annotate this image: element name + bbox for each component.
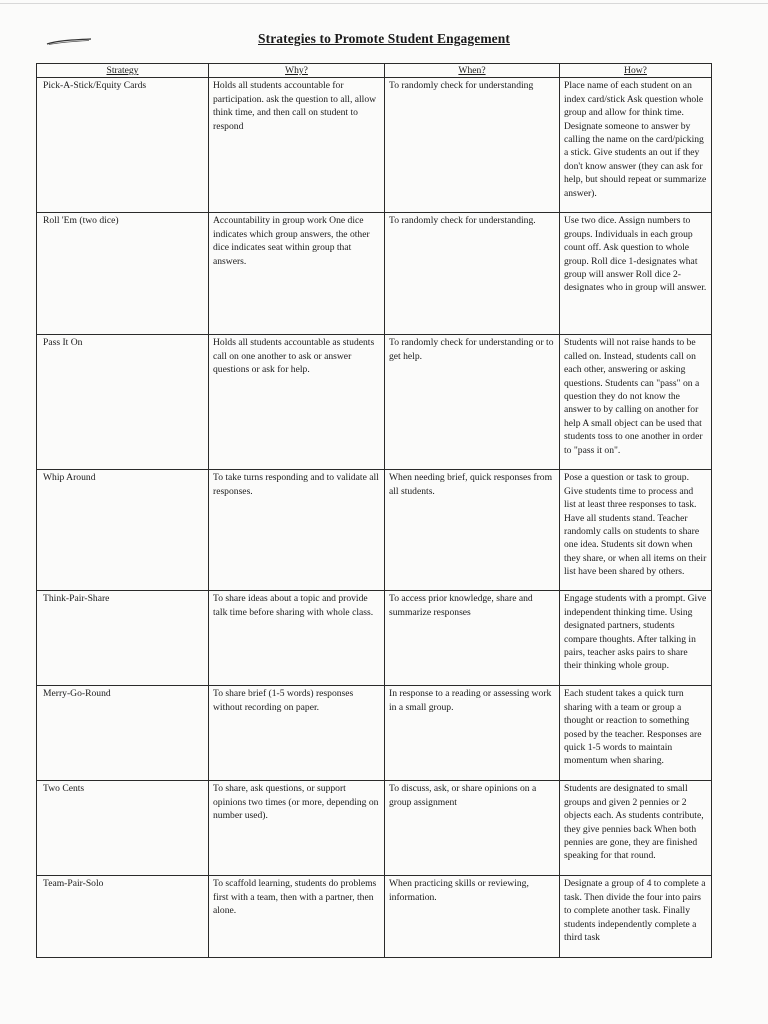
table-row (37, 591, 712, 686)
when-cell: In response to a reading or assessing work in a small group. (385, 686, 560, 781)
how-cell: Students are designated to small groups and given 2 pennies or 2 objects each. As students contribute, they give pennies back When both pennies are gone, they are finished speaking for that round. (560, 781, 712, 876)
strategy-cell: Whip Around (37, 470, 209, 591)
why-cell: To share ideas about a topic and provide talk time before sharing with whole class. (209, 591, 385, 686)
why-cell: To share, ask questions, or support opinions two times (or more, depending on number used). (209, 781, 385, 876)
strategy-cell: Team-Pair-Solo (37, 876, 209, 958)
why-cell: To share brief (1-5 words) responses without recording on paper. (209, 686, 385, 781)
when-cell: To randomly check for understanding (385, 78, 560, 213)
why-cell: Holds all students accountable for participation. ask the question to all, allow think time, and then call on student to respond (209, 78, 385, 213)
header-how: How? (560, 64, 712, 78)
how-cell: Each student takes a quick turn sharing with a team or group a thought or reaction to something posed by the teacher. Responses are quick 1-5 words to maintain momentum when sharing. (560, 686, 712, 781)
when-cell: When practicing skills or reviewing, information. (385, 876, 560, 958)
header-strategy: Strategy (37, 64, 209, 78)
how-cell: Use two dice. Assign numbers to groups. Individuals in each group count off. Ask question to whole group. Roll dice 1-designates what group will answer Roll dice 2-designates who in group will answer. (560, 213, 712, 335)
how-cell: Engage students with a prompt. Give independent thinking time. Using designated partners, students compare thoughts. After talking in pairs, teacher asks pairs to share their thinking whole group. (560, 591, 712, 686)
how-cell: Pose a question or task to group. Give students time to process and list at least three responses to task. Have all students stand. Teacher randomly calls on students to share one idea. Students sit down when they share, or when all items on their list have been shared by others. (560, 470, 712, 591)
strategy-cell: Pass It On (37, 335, 209, 470)
strategy-cell: Two Cents (37, 781, 209, 876)
strategy-cell: Roll 'Em (two dice) (37, 213, 209, 335)
strategy-cell: Think-Pair-Share (37, 591, 209, 686)
table-row (37, 213, 712, 335)
table-row (37, 686, 712, 781)
how-cell: Place name of each student on an index card/stick Ask question whole group and allow for think time. Designate someone to answer by calling the name on the card/picking a stick. Give students an out if they don't know answer (they can ask for help, but should repeat or summarize answer). (560, 78, 712, 213)
table-row (37, 335, 712, 470)
table-row (37, 470, 712, 591)
when-cell: To access prior knowledge, share and summarize responses (385, 591, 560, 686)
how-cell: Students will not raise hands to be called on. Instead, students call on each other, answering or asking questions. Students can "pass" on a question they do not know the answer to by calling on another for help A small object can be used that students toss to one another in order to "pass it on". (560, 335, 712, 470)
table-row (37, 781, 712, 876)
when-cell: To randomly check for understanding. (385, 213, 560, 335)
table-row (37, 876, 712, 958)
table-header-row (37, 64, 712, 78)
why-cell: To scaffold learning, students do problems first with a team, then with a partner, then alone. (209, 876, 385, 958)
header-when: When? (385, 64, 560, 78)
strategies-table (36, 63, 712, 958)
page-top-edge (0, 0, 768, 4)
why-cell: To take turns responding and to validate all responses. (209, 470, 385, 591)
header-why: Why? (209, 64, 385, 78)
strategy-cell: Merry-Go-Round (37, 686, 209, 781)
table-row (37, 78, 712, 213)
why-cell: Holds all students accountable as students call on one another to ask or answer questions or ask for help. (209, 335, 385, 470)
document-title: Strategies to Promote Student Engagement (258, 31, 510, 46)
when-cell: To randomly check for understanding or to get help. (385, 335, 560, 470)
how-cell: Designate a group of 4 to complete a task. Then divide the four into pairs to complete another task. Finally students independently complete a third task (560, 876, 712, 958)
when-cell: When needing brief, quick responses from all students. (385, 470, 560, 591)
strategy-cell: Pick-A-Stick/Equity Cards (37, 78, 209, 213)
why-cell: Accountability in group work One dice indicates which group answers, the other dice indicates seat within group that answers. (209, 213, 385, 335)
when-cell: To discuss, ask, or share opinions on a group assignment (385, 781, 560, 876)
